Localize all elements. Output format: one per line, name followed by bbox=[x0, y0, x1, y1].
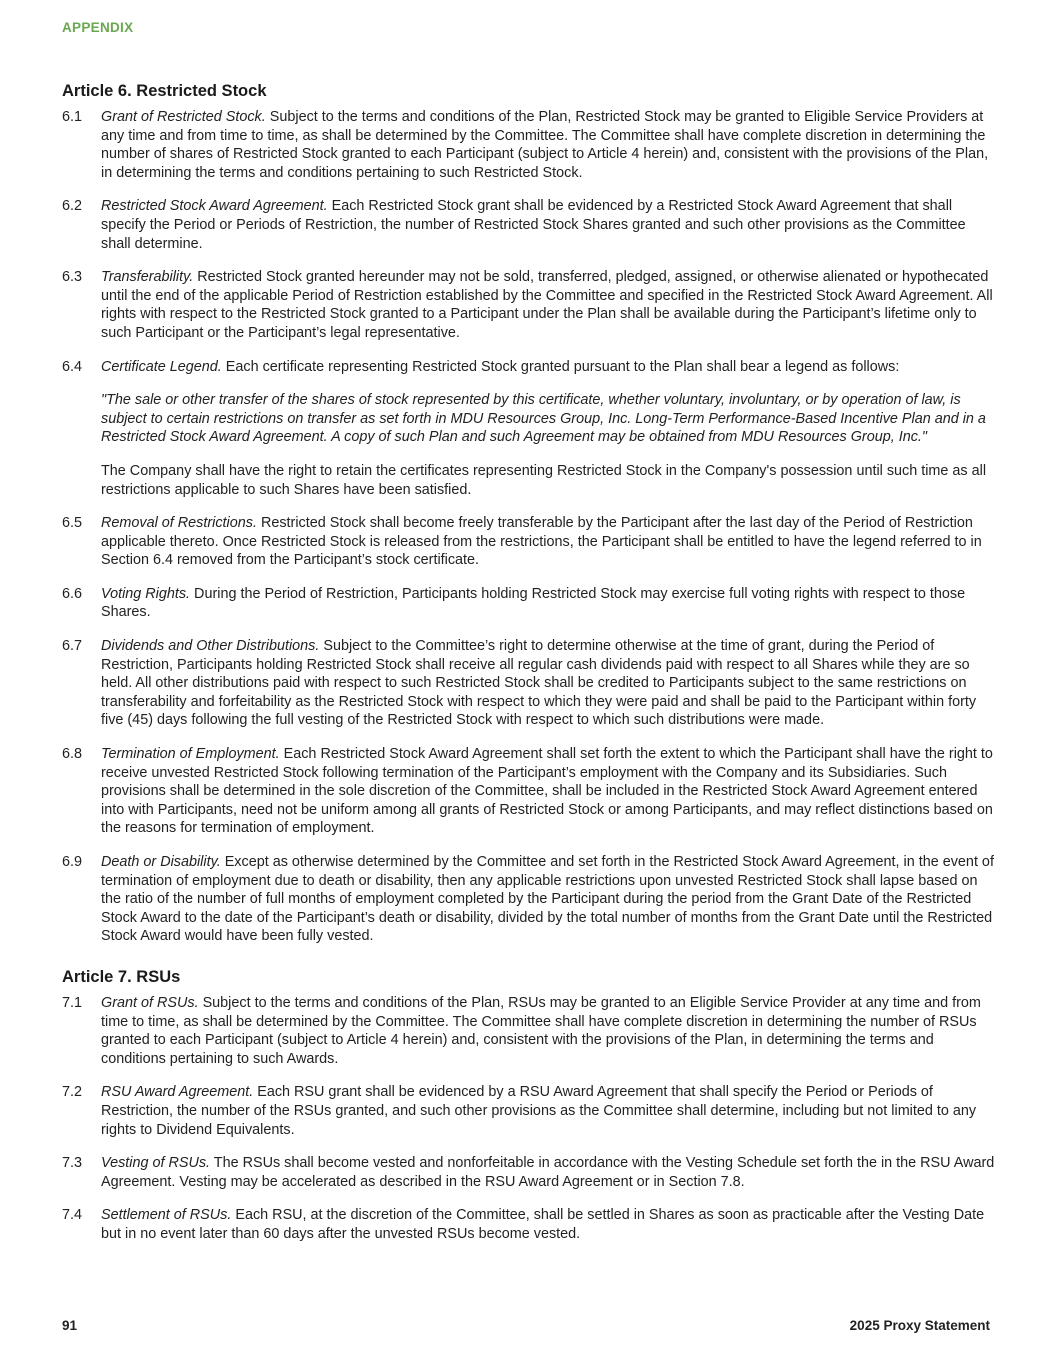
clause-text: Except as otherwise determined by the Committee and set forth in the Restricted Stock Award Agreement, in the event of termination of employment due to death or disability, then any applicable restrictions upon unvested Restricted Stock shall lapse based on the ratio of the number of full months of employment completed by the Participant during the period from the Grant Date of the Restricted Stock Award to the date of the Participant’s death or disability, divided by the total number of months from the Grant Date until the Restricted Stock Award would have been fully vested. bbox=[101, 854, 994, 945]
clause-title: Transferability. bbox=[101, 269, 194, 286]
clause-number: 6.9 bbox=[62, 854, 83, 870]
clause-number: 6.2 bbox=[62, 198, 83, 215]
clause-number: 6.3 bbox=[62, 269, 83, 286]
clause-title: Restricted Stock Award Agreement. bbox=[101, 198, 328, 215]
clause-text: Each Restricted Stock grant shall be evidenced by a Restricted Stock Award Agreement that shall specify the Period or Periods of Restriction, the number of Restricted Stock Shares granted and such other provisions as the Committee shall determine. bbox=[101, 198, 966, 252]
appendix-label: APPENDIX bbox=[62, 20, 134, 35]
clause-6-5 bbox=[62, 514, 997, 570]
clause-text: During the Period of Restriction, Participants holding Restricted Stock may exercise full voting rights with respect to those Shares. bbox=[101, 585, 966, 621]
clause-text: The RSUs shall become vested and nonforfeitable in accordance with the Vesting Schedule set forth the in the RSU Award Agreement. Vesting may be accelerated as described in the RSU Award Agreement or in Section 7.8. bbox=[101, 1155, 995, 1190]
clause-6-2 bbox=[62, 197, 997, 253]
clause-7-4 bbox=[62, 1206, 997, 1243]
clause-6-9 bbox=[62, 853, 997, 946]
clause-title: Voting Rights. bbox=[101, 585, 191, 602]
clause-number: 6.6 bbox=[62, 585, 83, 602]
clause-title: Grant of RSUs. bbox=[101, 994, 199, 1011]
legend-quote: "The sale or other transfer of the shares of stock represented by this certificate, whether voluntary, involuntary, or by operation of law, is subject to certain restrictions on transfer as set forth in MDU Resources Group, Inc. Long-Term Performance-Based Incentive Plan and in a Restricted Stock Award Agreement. A copy of such Plan and such Agreement may be obtained from MDU Resources Group, Inc." bbox=[101, 392, 986, 446]
clause-7-3 bbox=[62, 1154, 997, 1191]
clause-title: Dividends and Other Distributions. bbox=[101, 638, 320, 655]
article-7 bbox=[62, 966, 997, 1244]
clause-text: Each Restricted Stock Award Agreement shall set forth the extent to which the Participant shall have the right to receive unvested Restricted Stock following termination of the Participant’s employment with the Company and its Subsidiaries. Such provisions shall be determined in the sole discretion of the Committee, shall be included in the Restricted Stock Award Agreement entered into with Participants, need not be uniform among all grants of Restricted Stock or among Participants, and may reflect distinctions based on the reasons for termination of employment. bbox=[101, 746, 993, 837]
clause-number: 6.4 bbox=[62, 358, 83, 375]
clause-number: 7.4 bbox=[62, 1207, 83, 1224]
clause-text: Each RSU grant shall be evidenced by a RSU Award Agreement that shall specify the Period or Periods of Restriction, the number of the RSUs granted, and such other provisions as the Committee shall determine, including but not limited to any rights to Dividend Equivalents. bbox=[101, 1084, 977, 1138]
clause-6-8 bbox=[62, 745, 997, 838]
clause-title: Vesting of RSUs. bbox=[101, 1155, 211, 1172]
page-number: 91 bbox=[62, 1318, 78, 1333]
clause-number: 7.3 bbox=[62, 1155, 83, 1172]
clause-number: 7.2 bbox=[62, 1084, 83, 1101]
clause-6-1 bbox=[62, 108, 997, 182]
clause-text: Restricted Stock shall become freely transferable by the Participant after the last day of the Period of Restriction applicable thereto. Once Restricted Stock is released from the restrictions, the Participant shall be entitled to have the legend referred to in Section 6.4 removed from the Participant’s stock certificate. bbox=[101, 515, 982, 569]
clause-title: Certificate Legend. bbox=[101, 358, 222, 375]
document-title: 2025 Proxy Statement bbox=[849, 1318, 990, 1333]
clause-6-6 bbox=[62, 585, 997, 622]
clause-extra-text: The Company shall have the right to retain the certificates representing Restricted Stock in the Company's possession until such time as all restrictions applicable to such Shares have been satisfied. bbox=[101, 462, 987, 498]
clause-number: 7.1 bbox=[62, 994, 83, 1011]
clause-7-1 bbox=[62, 994, 997, 1068]
clause-number: 6.5 bbox=[62, 515, 83, 532]
clause-text: Subject to the Committee’s right to determine otherwise at the time of grant, during the Period of Restriction, Participants holding Restricted Stock shall receive all regular cash dividends paid with respect to all Shares while they are so held. All other distributions paid with respect to such Restricted Stock shall be credited to Participants subject to the same restrictions on transferability and forfeitability as the Restricted Stock with respect to which they were paid and shall be paid to the Participant within forty five (45) days following the full vesting of the Restricted Stock with respect to which such distributions were made. bbox=[101, 638, 977, 729]
clause-text: Subject to the terms and conditions of the Plan, Restricted Stock may be granted to Eligible Service Providers at any time and from time to time, as shall be determined by the Committee. The Committee shall have complete discretion in determining the number of shares of Restricted Stock granted to each Participant (subject to Article 4 herein) and, consistent with the provisions of the Plan, in determining the terms and conditions pertaining to such Restricted Stock. bbox=[101, 109, 989, 181]
clause-title: Settlement of RSUs. bbox=[101, 1207, 232, 1224]
clause-text: Each certificate representing Restricted Stock granted pursuant to the Plan shall bear a legend as follows: bbox=[221, 358, 900, 375]
clause-7-2 bbox=[62, 1083, 997, 1139]
clause-text: Subject to the terms and conditions of the Plan, RSUs may be granted to an Eligible Service Provider at any time and from time to time, as shall be determined by the Committee. The Committee shall have complete discretion in determining the number of RSUs granted to each Participant (subject to Article 4 herein) and, consistent with the provisions of the Plan, in determining the terms and conditions pertaining to such Awards. bbox=[101, 994, 981, 1067]
clause-number: 6.1 bbox=[62, 109, 83, 125]
clause-text: Restricted Stock granted hereunder may not be sold, transferred, pledged, assigned, or otherwise alienated or hypothecated until the end of the applicable Period of Restriction established by the Committee and specified in the Restricted Stock Award Agreement. All rights with respect to the Restricted Stock granted to a Participant under the Plan shall be available during the Participant’s lifetime only to such Participant or the Participant’s legal representative. bbox=[101, 269, 993, 341]
section-heading: Article 7. RSUs bbox=[62, 967, 181, 986]
clause-title: Grant of Restricted Stock. bbox=[101, 109, 266, 125]
document-body bbox=[62, 80, 997, 1259]
section-heading: Article 6. Restricted Stock bbox=[62, 82, 267, 100]
clause-number: 6.7 bbox=[62, 638, 83, 655]
clause-6-4 bbox=[62, 358, 997, 500]
article-6 bbox=[62, 80, 997, 946]
clause-title: Termination of Employment. bbox=[101, 746, 280, 763]
clause-title: Removal of Restrictions. bbox=[101, 515, 257, 532]
clause-text: Each RSU, at the discretion of the Committee, shall be settled in Shares as soon as practicable after the Vesting Date but in no event later than 60 days after the unvested RSUs become vested. bbox=[101, 1207, 985, 1242]
clause-title: Death or Disability. bbox=[101, 854, 221, 870]
clause-6-7 bbox=[62, 637, 997, 730]
clause-6-3 bbox=[62, 268, 997, 342]
clause-number: 6.8 bbox=[62, 746, 83, 763]
clause-title: RSU Award Agreement. bbox=[101, 1084, 254, 1101]
